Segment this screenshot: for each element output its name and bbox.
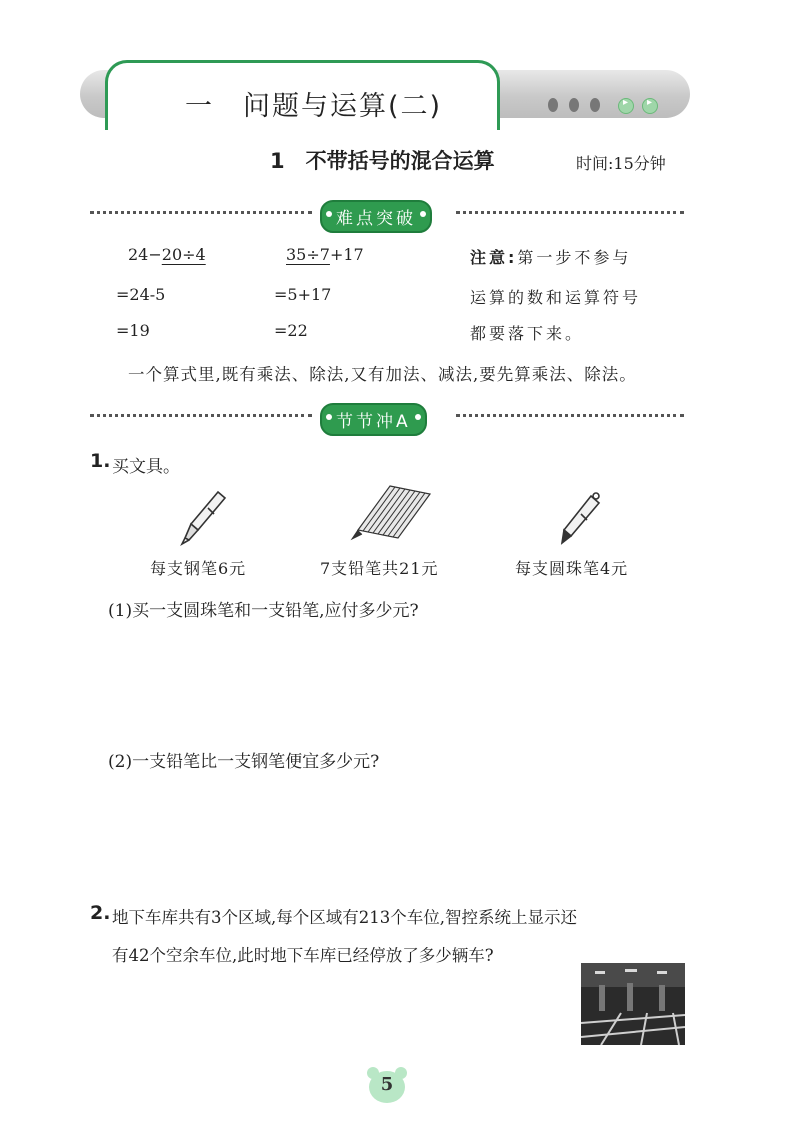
divider <box>90 211 312 214</box>
fountain-pen-icon <box>178 488 230 548</box>
item-caption: 每支圆珠笔4元 <box>515 559 629 578</box>
note-line2: 运算的数和运算符号 <box>470 288 642 307</box>
calc2-line3: =22 <box>274 321 308 340</box>
subquestion-1: (1)买一支圆珠笔和一支铅笔,应付多少元? <box>108 601 419 621</box>
question-number: 2. <box>90 902 111 924</box>
ballpoint-pen-icon <box>555 490 605 546</box>
unit-title: 一 问题与运算(二) <box>185 91 443 122</box>
item-caption: 每支钢笔6元 <box>150 559 247 578</box>
item-caption: 7支铅笔共21元 <box>320 559 439 578</box>
lesson-title: 1 不带括号的混合运算 <box>270 149 495 173</box>
divider <box>456 414 684 417</box>
question-text-line2: 有42个空余车位,此时地下车库已经停放了多少辆车? <box>112 946 494 965</box>
question-text-line1: 地下车库共有3个区域,每个区域有213个车位,智控系统上显示还 <box>112 908 577 927</box>
time-limit: 时间:15分钟 <box>576 154 666 173</box>
header-dot <box>590 98 600 112</box>
question-title: 买文具。 <box>112 457 180 477</box>
divider <box>90 414 312 417</box>
calc1-line1: 24−20÷4 <box>128 245 206 264</box>
calc2-line1: 35÷7+17 <box>286 245 364 264</box>
header-dot <box>569 98 579 112</box>
section-badge: 难点突破 <box>320 200 432 233</box>
question-number: 1. <box>90 450 111 472</box>
calc1-line3: =19 <box>116 321 150 340</box>
header-dot <box>548 98 558 112</box>
note-line3: 都要落下来。 <box>470 324 585 343</box>
play-icon <box>618 98 634 114</box>
section-badge: 节节冲A <box>320 403 427 436</box>
pencils-icon <box>350 484 436 542</box>
subquestion-2: (2)一支铅笔比一支钢笔便宜多少元? <box>108 752 380 772</box>
parking-garage-photo <box>581 963 685 1045</box>
divider <box>456 211 684 214</box>
play-icon <box>642 98 658 114</box>
note-line1: 注意:第一步不参与 <box>470 248 632 267</box>
page-number: 5 <box>380 1074 394 1095</box>
calc2-line2: =5+17 <box>274 285 332 304</box>
calc1-line2: =24-5 <box>116 285 166 304</box>
rule-text: 一个算式里,既有乘法、除法,又有加法、减法,要先算乘法、除法。 <box>128 365 637 384</box>
